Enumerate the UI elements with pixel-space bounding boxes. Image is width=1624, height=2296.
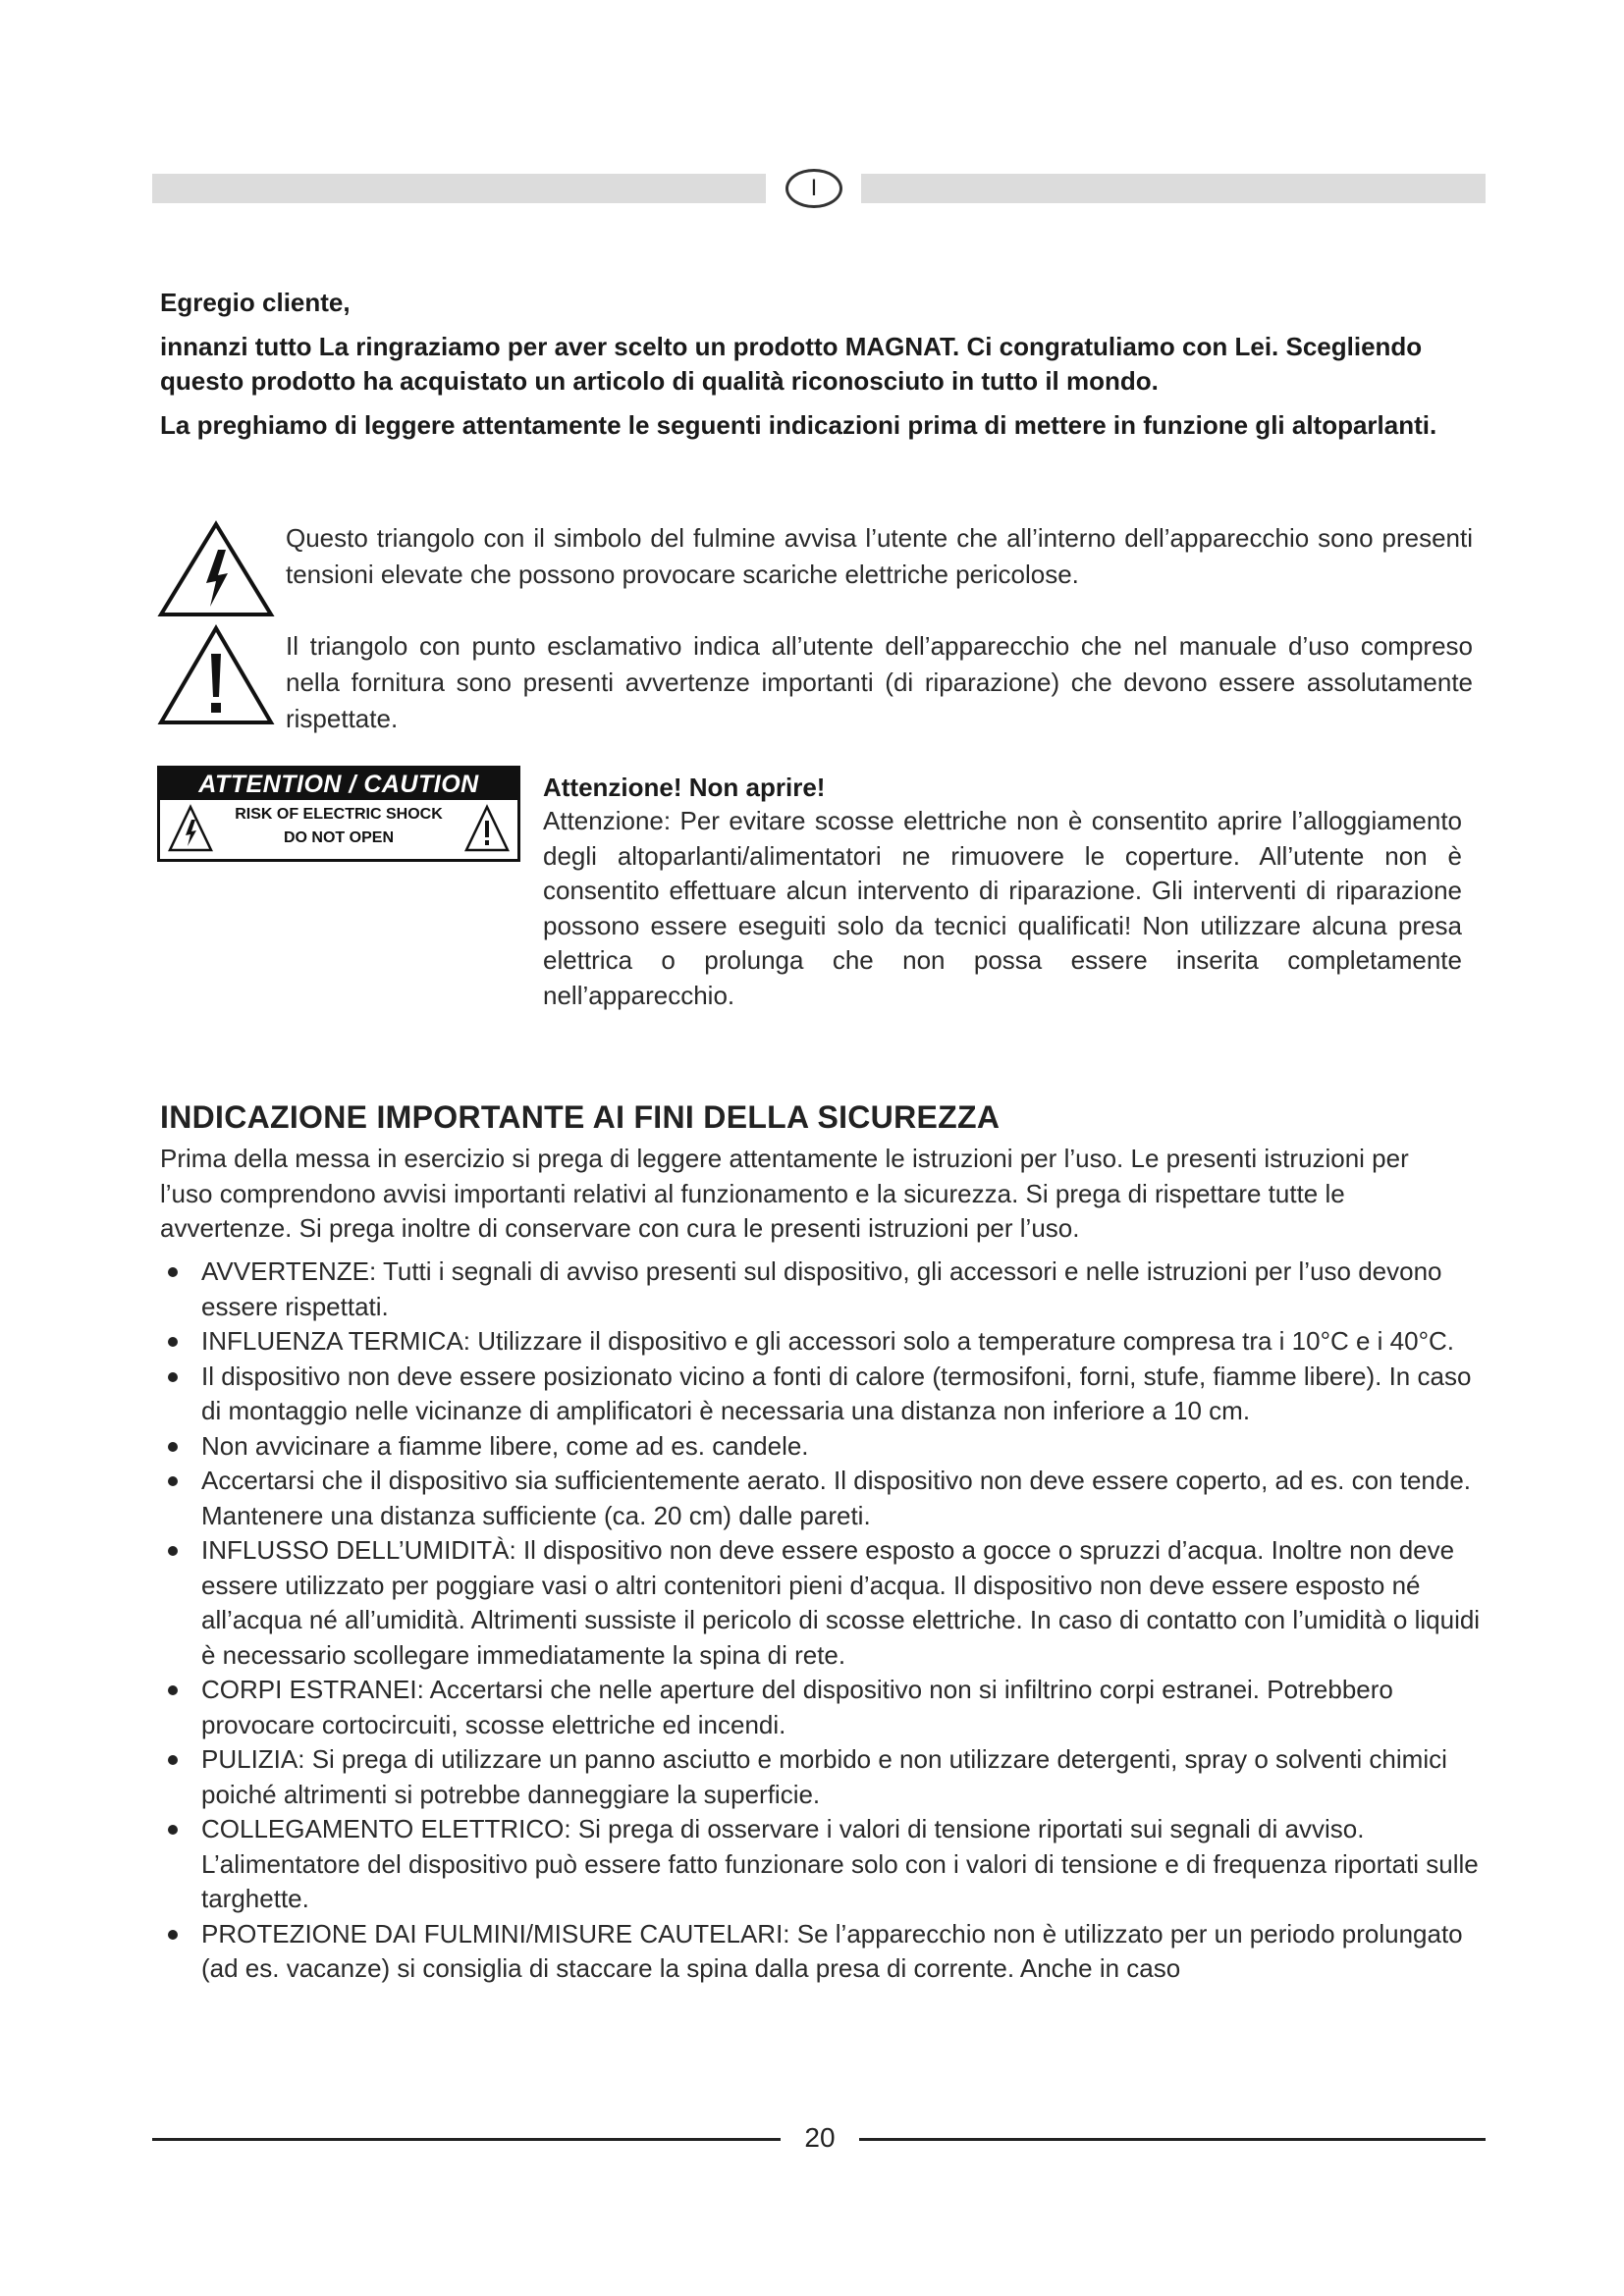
safety-item-text: COLLEGAMENTO ELETTRICO: Si prega di osservare i valori di tensione riportati sui segnali di avviso. L’alimentatore del dispositivo può essere fatto funzionare solo con i valori di tensione e di frequenza riportati sulle targhette. [201, 1814, 1479, 1913]
safety-item-text: CORPI ESTRANEI: Accertarsi che nelle aperture del dispositivo non si infiltrino corpi estranei. Potrebbero provocare cortocircuiti, scosse elettriche ed incendi. [201, 1675, 1393, 1739]
safety-intro: Prima della messa in esercizio si prega di leggere attentamente le istruzioni per l’uso. Le presenti istruzioni per l’uso comprendono avvisi importanti relativi al funzionamento e la sicurezza. Si prega di rispettare tutte le avvertenze. Si prega inoltre di conservare con cura le presenti istruzioni per l’uso. [160, 1144, 1409, 1243]
safety-item [160, 1533, 1488, 1673]
safety-list [160, 1255, 1488, 1987]
header-band-left [152, 174, 766, 203]
safety-item [160, 1255, 1488, 1324]
safety-item [160, 1917, 1488, 1987]
bullet-icon [168, 1337, 178, 1347]
request-paragraph: La preghiamo di leggere attentamente le seguenti indicazioni prima di mettere in funzione gli altoparlanti. [160, 410, 1437, 440]
caution-exclamation-icon [464, 804, 510, 853]
lightning-warning-text: Questo triangolo con il simbolo del fulmine avvisa l’utente che all’interno dell’apparecchio sono presenti tensioni elevate che possono provocare scariche elettriche pericolose. [286, 523, 1473, 589]
safety-item-text: PROTEZIONE DAI FULMINI/MISURE CAUTELARI: Se l’apparecchio non è utilizzato per un periodo prolungato (ad es. vacanze) si consiglia di staccare la spina dalla presa di corrente. Anche in caso [201, 1918, 1463, 1983]
attention-section [543, 771, 1462, 1013]
bullet-icon [168, 1755, 178, 1765]
safety-title: INDICAZIONE IMPORTANTE AI FINI DELLA SICUREZZA [160, 1099, 1001, 1135]
attention-title: Attenzione! Non aprire! [543, 773, 826, 802]
caution-line-2: DO NOT OPEN [283, 829, 394, 846]
safety-item [160, 1742, 1488, 1812]
caution-heading: ATTENTION / CAUTION [160, 769, 517, 800]
intro-section [160, 286, 1456, 453]
bullet-icon [168, 1476, 178, 1486]
safety-item [160, 1673, 1488, 1742]
safety-item-text: INFLUENZA TERMICA: Utilizzare il dispositivo e gli accessori solo a temperature compresa tra i 10°C e i 40°C. [201, 1326, 1454, 1356]
safety-item-text: Accertarsi che il dispositivo sia sufficientemente aerato. Il dispositivo non deve essere coperto, ad es. con tende. Mantenere una distanza sufficiente (ca. 20 cm) dalle pareti. [201, 1466, 1472, 1530]
bullet-icon [168, 1685, 178, 1695]
language-badge: I [785, 169, 842, 208]
thanks-paragraph: innanzi tutto La ringraziamo per aver scelto un prodotto MAGNAT. Ci congratuliamo con Lei. Scegliendo questo prodotto ha acquistato un articolo di qualità riconosciuto in tutto il mondo. [160, 332, 1423, 396]
bullet-icon [168, 1372, 178, 1382]
caution-label [157, 766, 520, 862]
safety-item [160, 1464, 1488, 1533]
safety-item-text: AVVERTENZE: Tutti i segnali di avviso presenti sul dispositivo, gli accessori e nelle istruzioni per l’uso devono essere rispettati. [201, 1256, 1442, 1321]
safety-item-text: PULIZIA: Si prega di utilizzare un panno asciutto e morbido e non utilizzare detergenti, spray o solventi chimici poiché altrimenti si potrebbe danneggiare la superficie. [201, 1744, 1447, 1809]
attention-body: Attenzione: Per evitare scosse elettriche non è consentito aprire l’alloggiamento degli altoparlanti/alimentatori ne rimuovere le coperture. All’utente non è consentito effettuare alcun intervento di riparazione. Gli interventi di riparazione possono essere eseguiti solo da tecnici qualificati! Non utilizzare alcuna presa elettrica o prolunga che non possa essere inserita completamente nell’apparecchio. [543, 806, 1462, 1010]
safety-item-text: Non avvicinare a fiamme libere, come ad es. candele. [201, 1430, 809, 1461]
lightning-warning [157, 520, 1473, 618]
bullet-icon [168, 1442, 178, 1452]
safety-item [160, 1812, 1488, 1917]
exclamation-warning [157, 624, 1473, 734]
bullet-icon [168, 1825, 178, 1835]
bullet-icon [168, 1930, 178, 1940]
safety-item-text: Il dispositivo non deve essere posizionato vicino a fonti di calore (termosifoni, forni, stufe, fiamme libere). In caso di montaggio nelle vicinanze di amplificatori è necessaria una distanza non inferiore a 10 cm. [201, 1361, 1472, 1425]
safety-item [160, 1324, 1488, 1360]
bullet-icon [168, 1267, 178, 1277]
lightning-triangle-icon [157, 520, 275, 618]
page-number: 20 [804, 2122, 836, 2153]
header-band-right [861, 174, 1486, 203]
greeting: Egregio cliente, [160, 288, 351, 317]
footer-rule-left [152, 2138, 781, 2141]
caution-line-1: RISK OF ELECTRIC SHOCK [235, 806, 443, 823]
bullet-icon [168, 1546, 178, 1556]
safety-item-text: INFLUSSO DELL’UMIDITÀ: Il dispositivo non deve essere esposto a gocce o spruzzi d’acqua. Inoltre non deve essere utilizzato per poggiare vasi o altri contenitori pieni d’acqua. Il dispositivo non deve essere esposto né all’acqua né all’umidità. Altrimenti sussiste il pericolo di scosse elettriche. In caso di contatto con l’umidità o liquidi è necessario scollegare immediatamente la spina di rete. [201, 1535, 1481, 1670]
exclamation-warning-text: Il triangolo con punto esclamativo indica all’utente dell’apparecchio che nel manuale d’uso compreso nella fornitura sono presenti avvertenze importanti (di riparazione) che devono essere assolutamente rispettate. [286, 631, 1473, 733]
safety-item [160, 1360, 1488, 1429]
exclamation-triangle-icon [157, 624, 275, 726]
footer-rule-right [859, 2138, 1486, 2141]
safety-item [160, 1429, 1488, 1465]
